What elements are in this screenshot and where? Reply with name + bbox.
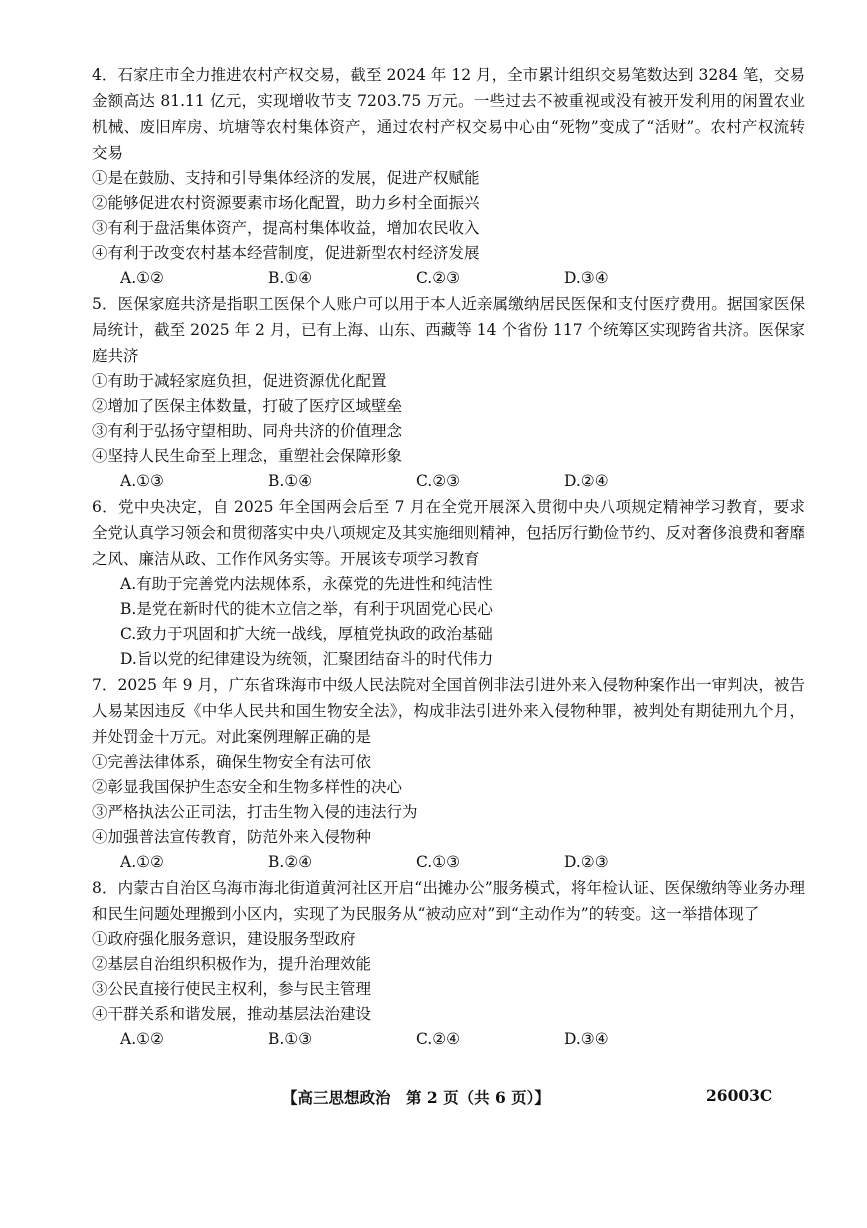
question-stem: 4．石家庄市全力推进农村产权交易，截至 2024 年 12 月，全市累计组织交易笔数达到 3284 笔，交易金额高达 81.11 亿元，实现增收节支 7203.75 万元。一些过去不被重视或没有被开发利用的闲置农业机械、废旧库房、坑塘等农村集体资产，通过农村产权交易中心由“死物”变成了“活财”。农村产权流转交易 [92,66,805,162]
footer-exam-code: 26003C [706,1086,773,1105]
choice-d: D.③④ [564,1030,609,1048]
statement-item: ④坚持人民生命至上理念，重塑社会保障形象 [92,447,403,465]
statement-item: ④干群关系和谐发展，推动基层法治建设 [92,1005,372,1023]
question-8 [92,875,805,1052]
statement-item: ③严格执法公正司法，打击生物入侵的违法行为 [92,803,418,821]
choice-c: C.②④ [416,1030,461,1048]
choice-c: C.①③ [416,853,461,871]
question-7 [92,672,805,875]
option-c: C.致力于巩固和扩大统一战线，厚植党执政的政治基础 [120,625,493,643]
choice-a: A.①② [120,853,164,871]
answer-choices [92,469,805,494]
statement-item: ③公民直接行使民主权利，参与民主管理 [92,980,372,998]
choice-d: D.②③ [564,853,609,871]
statement-item: ①政府强化服务意识，建设服务型政府 [92,930,356,948]
choice-b: B.①③ [268,1030,313,1048]
option-d: D.旨以党的纪律建设为统领，汇聚团结奋斗的时代伟力 [120,650,494,668]
answer-choices [92,850,805,875]
question-4 [92,62,805,291]
statement-item: ③有利于弘扬守望相助、同舟共济的价值理念 [92,422,403,440]
statement-item: ③有利于盘活集体资产，提高村集体收益，增加农民收入 [92,219,480,237]
statement-item: ④加强普法宣传教育，防范外来入侵物种 [92,828,372,846]
option-a: A.有助于完善党内法规体系，永葆党的先进性和纯洁性 [120,575,493,593]
answer-choices [92,266,805,291]
choice-b: B.①④ [268,472,313,490]
question-stem: 8．内蒙古自治区乌海市海北街道黄河社区开启“出摊办公”服务模式，将年检认证、医保缴纳等业务办理和民生问题处理搬到小区内，实现了为民服务从“被动应对”到“主动作为”的转变。这一举措体现了 [92,879,805,923]
question-5 [92,291,805,494]
question-stem: 6．党中央决定，自 2025 年全国两会后至 7 月在全党开展深入贯彻中央八项规定精神学习教育，要求全党认真学习领会和贯彻落实中央八项规定及其实施细则精神，包括厉行勤俭节约、反对奢侈浪费和奢靡之风、廉洁从政、工作作风务实等。开展该专项学习教育 [92,498,806,568]
statement-item: ②基层自治组织积极作为，提升治理效能 [92,955,372,973]
statement-item: ②能够促进农村资源要素市场化配置，助力乡村全面振兴 [92,194,480,212]
choice-d: D.③④ [564,269,609,287]
answer-choices [92,1027,805,1052]
option-b: B.是党在新时代的徙木立信之举，有利于巩固党心民心 [120,600,493,618]
statement-item: ②增加了医保主体数量，打破了医疗区域壁垒 [92,397,403,415]
question-stem: 7．2025 年 9 月，广东省珠海市中级人民法院对全国首例非法引进外来入侵物种案作出一审判决，被告人易某因违反《中华人民共和国生物安全法》，构成非法引进外来入侵物种罪，被判处有期徒刑九个月，并处罚金十万元。对此案例理解正确的是 [92,676,805,746]
statement-item: ②彰显我国保护生态安全和生物多样性的决心 [92,778,403,796]
statement-item: ①是在鼓励、支持和引导集体经济的发展，促进产权赋能 [92,169,480,187]
choice-a: A.①③ [120,472,164,490]
choice-b: B.①④ [268,269,313,287]
statement-item: ①有助于减轻家庭负担，促进资源优化配置 [92,372,387,390]
question-6 [92,494,805,672]
choice-c: C.②③ [416,269,461,287]
footer-page-info: 【高三思想政治 第 2 页（共 6 页）】 [282,1088,550,1107]
statement-item: ④有利于改变农村基本经营制度，促进新型农村经济发展 [92,244,480,262]
choice-b: B.②④ [268,853,313,871]
statement-item: ①完善法律体系，确保生物安全有法可依 [92,753,372,771]
choice-d: D.②④ [564,472,609,490]
choice-c: C.②③ [416,472,461,490]
choice-a: A.①② [120,1030,164,1048]
question-stem: 5．医保家庭共济是指职工医保个人账户可以用于本人近亲属缴纳居民医保和支付医疗费用。据国家医保局统计，截至 2025 年 2 月，已有上海、山东、西藏等 14 个省份 117 个统筹区实现跨省共济。医保家庭共济 [92,295,805,365]
choice-a: A.①② [120,269,164,287]
